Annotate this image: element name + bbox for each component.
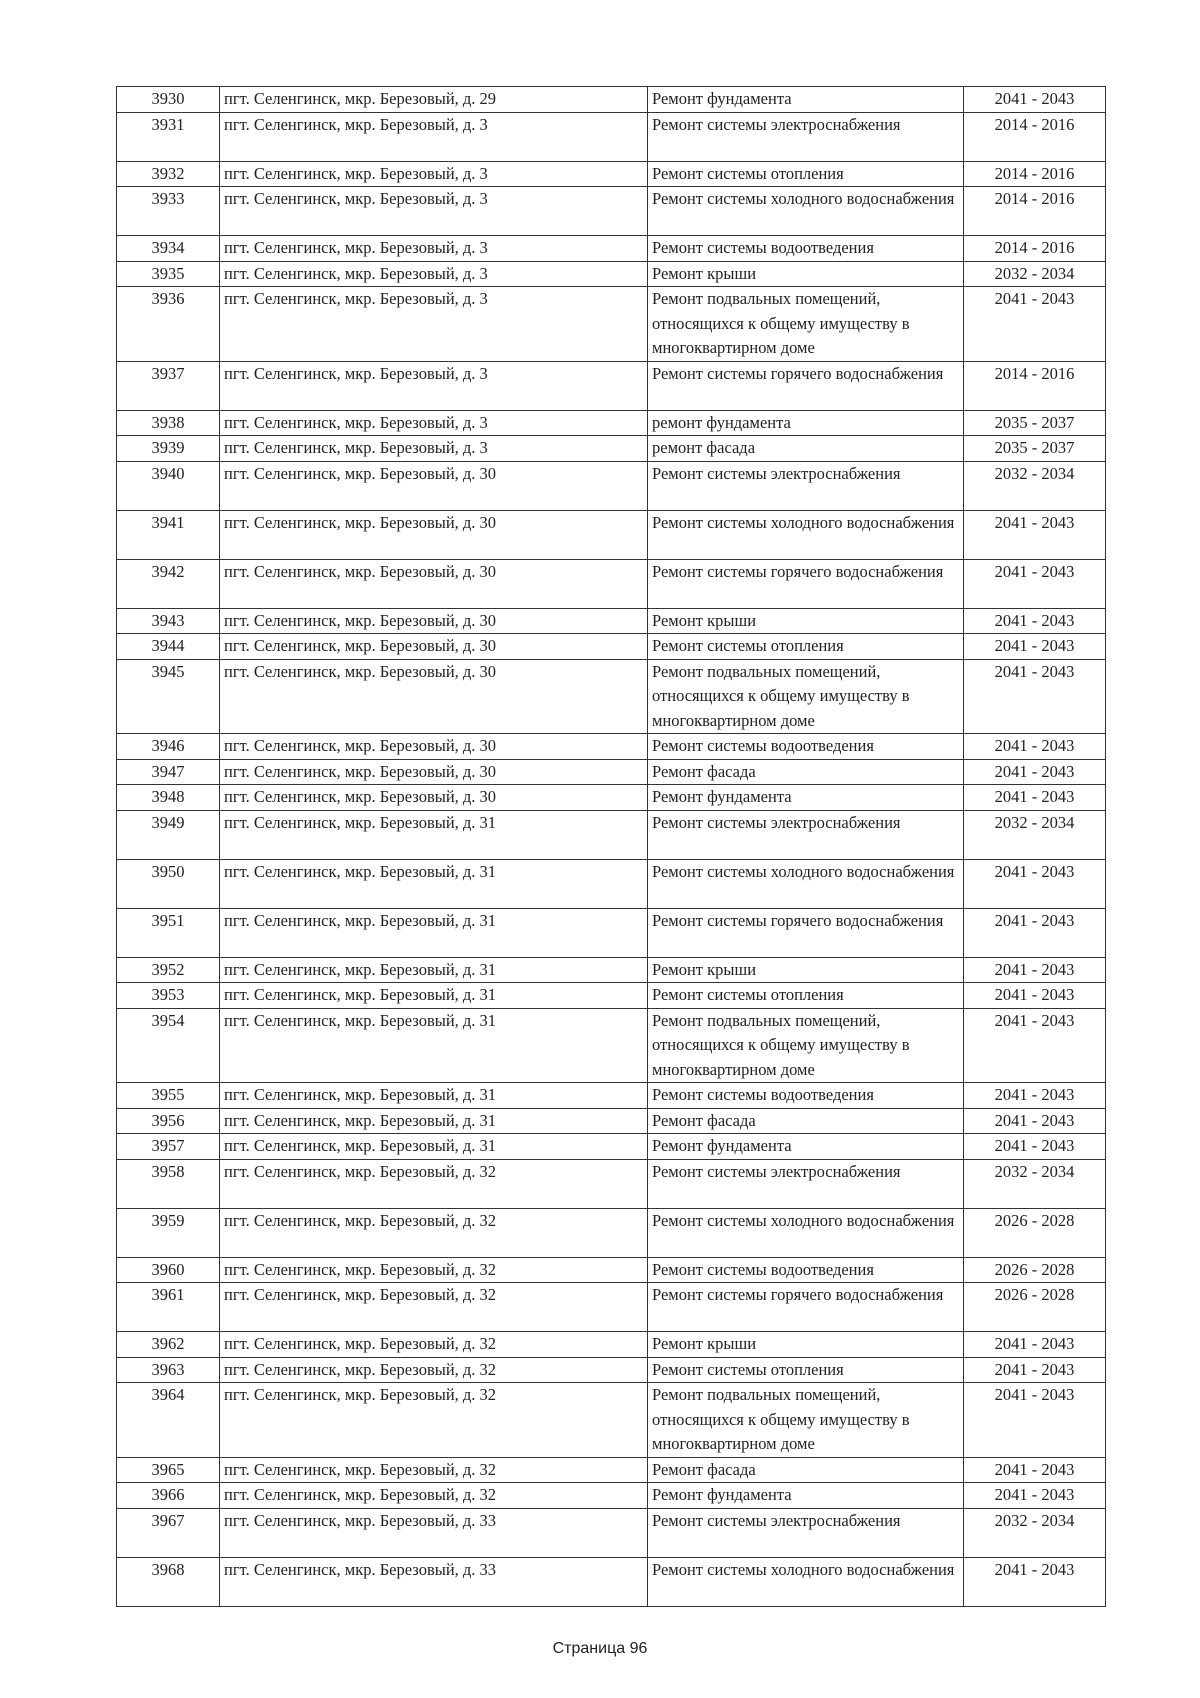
row-years: 2032 - 2034 — [964, 261, 1106, 287]
table-row — [117, 161, 1106, 187]
row-years: 2014 - 2016 — [964, 236, 1106, 262]
row-years: 2041 - 2043 — [964, 1083, 1106, 1109]
row-address: пгт. Селенгинск, мкр. Березовый, д. 3 — [220, 410, 648, 436]
row-work-type: Ремонт крыши — [648, 1332, 964, 1358]
row-number: 3937 — [117, 361, 220, 410]
row-number: 3952 — [117, 957, 220, 983]
row-work-type: Ремонт системы электроснабжения — [648, 1159, 964, 1208]
table-row — [117, 1159, 1106, 1208]
table-row — [117, 634, 1106, 660]
row-address: пгт. Селенгинск, мкр. Березовый, д. 30 — [220, 608, 648, 634]
table-row — [117, 1383, 1106, 1458]
row-address: пгт. Селенгинск, мкр. Березовый, д. 31 — [220, 859, 648, 908]
row-work-type: Ремонт подвальных помещений, относящихся к общему имуществу в многоквартирном доме — [648, 659, 964, 734]
row-address: пгт. Селенгинск, мкр. Березовый, д. 31 — [220, 1108, 648, 1134]
table-row — [117, 1483, 1106, 1509]
row-address: пгт. Селенгинск, мкр. Березовый, д. 31 — [220, 1134, 648, 1160]
table-row — [117, 236, 1106, 262]
row-address: пгт. Селенгинск, мкр. Березовый, д. 33 — [220, 1557, 648, 1606]
row-years: 2041 - 2043 — [964, 734, 1106, 760]
table-row — [117, 1083, 1106, 1109]
row-address: пгт. Селенгинск, мкр. Березовый, д. 30 — [220, 461, 648, 510]
row-address: пгт. Селенгинск, мкр. Березовый, д. 32 — [220, 1332, 648, 1358]
row-address: пгт. Селенгинск, мкр. Березовый, д. 32 — [220, 1357, 648, 1383]
row-work-type: Ремонт фундамента — [648, 785, 964, 811]
table-row — [117, 608, 1106, 634]
row-years: 2041 - 2043 — [964, 608, 1106, 634]
row-work-type: ремонт фундамента — [648, 410, 964, 436]
row-number: 3951 — [117, 908, 220, 957]
row-number: 3945 — [117, 659, 220, 734]
row-number: 3953 — [117, 983, 220, 1009]
table-row — [117, 1108, 1106, 1134]
row-number: 3939 — [117, 436, 220, 462]
row-years: 2041 - 2043 — [964, 87, 1106, 113]
row-address: пгт. Селенгинск, мкр. Березовый, д. 3 — [220, 287, 648, 362]
row-number: 3967 — [117, 1508, 220, 1557]
row-address: пгт. Селенгинск, мкр. Березовый, д. 32 — [220, 1483, 648, 1509]
row-work-type: Ремонт системы горячего водоснабжения — [648, 908, 964, 957]
row-work-type: Ремонт системы отопления — [648, 1357, 964, 1383]
row-work-type: Ремонт крыши — [648, 261, 964, 287]
row-address: пгт. Селенгинск, мкр. Березовый, д. 32 — [220, 1383, 648, 1458]
row-number: 3941 — [117, 510, 220, 559]
table-row — [117, 1257, 1106, 1283]
row-years: 2041 - 2043 — [964, 634, 1106, 660]
row-number: 3962 — [117, 1332, 220, 1358]
row-number: 3968 — [117, 1557, 220, 1606]
row-address: пгт. Селенгинск, мкр. Березовый, д. 3 — [220, 436, 648, 462]
row-number: 3938 — [117, 410, 220, 436]
row-work-type: Ремонт крыши — [648, 957, 964, 983]
row-work-type: Ремонт системы холодного водоснабжения — [648, 510, 964, 559]
row-work-type: Ремонт фундамента — [648, 1134, 964, 1160]
row-number: 3947 — [117, 759, 220, 785]
row-years: 2032 - 2034 — [964, 810, 1106, 859]
table-row — [117, 187, 1106, 236]
row-years: 2041 - 2043 — [964, 1483, 1106, 1509]
row-address: пгт. Селенгинск, мкр. Березовый, д. 3 — [220, 161, 648, 187]
table-row — [117, 734, 1106, 760]
row-address: пгт. Селенгинск, мкр. Березовый, д. 31 — [220, 1008, 648, 1083]
row-address: пгт. Селенгинск, мкр. Березовый, д. 31 — [220, 957, 648, 983]
row-years: 2041 - 2043 — [964, 759, 1106, 785]
row-address: пгт. Селенгинск, мкр. Березовый, д. 31 — [220, 908, 648, 957]
row-work-type: Ремонт подвальных помещений, относящихся к общему имуществу в многоквартирном доме — [648, 287, 964, 362]
table-row — [117, 983, 1106, 1009]
table-row — [117, 908, 1106, 957]
row-address: пгт. Селенгинск, мкр. Березовый, д. 31 — [220, 983, 648, 1009]
table-row — [117, 410, 1106, 436]
row-address: пгт. Селенгинск, мкр. Березовый, д. 30 — [220, 734, 648, 760]
row-number: 3958 — [117, 1159, 220, 1208]
row-years: 2041 - 2043 — [964, 1457, 1106, 1483]
row-work-type: Ремонт системы холодного водоснабжения — [648, 1557, 964, 1606]
row-work-type: Ремонт подвальных помещений, относящихся к общему имуществу в многоквартирном доме — [648, 1383, 964, 1458]
row-years: 2041 - 2043 — [964, 1357, 1106, 1383]
row-years: 2035 - 2037 — [964, 436, 1106, 462]
row-number: 3964 — [117, 1383, 220, 1458]
table-row — [117, 87, 1106, 113]
row-work-type: Ремонт фасада — [648, 759, 964, 785]
table-row — [117, 361, 1106, 410]
row-address: пгт. Селенгинск, мкр. Березовый, д. 33 — [220, 1508, 648, 1557]
row-number: 3950 — [117, 859, 220, 908]
table-row — [117, 510, 1106, 559]
row-work-type: Ремонт системы холодного водоснабжения — [648, 1208, 964, 1257]
row-work-type: Ремонт системы электроснабжения — [648, 461, 964, 510]
table-row — [117, 1508, 1106, 1557]
row-work-type: Ремонт крыши — [648, 608, 964, 634]
row-number: 3936 — [117, 287, 220, 362]
table-row — [117, 957, 1106, 983]
row-work-type: Ремонт системы горячего водоснабжения — [648, 361, 964, 410]
row-number: 3954 — [117, 1008, 220, 1083]
row-years: 2041 - 2043 — [964, 983, 1106, 1009]
row-work-type: Ремонт системы отопления — [648, 634, 964, 660]
row-number: 3948 — [117, 785, 220, 811]
table-row — [117, 659, 1106, 734]
row-number: 3940 — [117, 461, 220, 510]
table-row — [117, 859, 1106, 908]
row-years: 2041 - 2043 — [964, 559, 1106, 608]
row-address: пгт. Селенгинск, мкр. Березовый, д. 30 — [220, 785, 648, 811]
row-years: 2041 - 2043 — [964, 510, 1106, 559]
table-row — [117, 1283, 1106, 1332]
table-row — [117, 261, 1106, 287]
row-number: 3959 — [117, 1208, 220, 1257]
row-number: 3932 — [117, 161, 220, 187]
row-years: 2014 - 2016 — [964, 361, 1106, 410]
row-work-type: Ремонт системы холодного водоснабжения — [648, 187, 964, 236]
row-number: 3942 — [117, 559, 220, 608]
row-address: пгт. Селенгинск, мкр. Березовый, д. 31 — [220, 810, 648, 859]
row-address: пгт. Селенгинск, мкр. Березовый, д. 30 — [220, 659, 648, 734]
table-row — [117, 559, 1106, 608]
table-row — [117, 461, 1106, 510]
row-years: 2041 - 2043 — [964, 659, 1106, 734]
row-years: 2026 - 2028 — [964, 1257, 1106, 1283]
row-address: пгт. Селенгинск, мкр. Березовый, д. 32 — [220, 1283, 648, 1332]
row-years: 2041 - 2043 — [964, 1332, 1106, 1358]
row-work-type: Ремонт системы электроснабжения — [648, 112, 964, 161]
row-number: 3949 — [117, 810, 220, 859]
row-work-type: Ремонт системы водоотведения — [648, 1257, 964, 1283]
repair-schedule-table — [116, 86, 1106, 1607]
row-address: пгт. Селенгинск, мкр. Березовый, д. 31 — [220, 1083, 648, 1109]
row-address: пгт. Селенгинск, мкр. Березовый, д. 3 — [220, 187, 648, 236]
row-work-type: ремонт фасада — [648, 436, 964, 462]
row-years: 2041 - 2043 — [964, 1383, 1106, 1458]
row-work-type: Ремонт фундамента — [648, 87, 964, 113]
row-work-type: Ремонт подвальных помещений, относящихся к общему имуществу в многоквартирном доме — [648, 1008, 964, 1083]
row-years: 2041 - 2043 — [964, 1557, 1106, 1606]
row-number: 3960 — [117, 1257, 220, 1283]
row-years: 2026 - 2028 — [964, 1208, 1106, 1257]
page-number: Страница 96 — [552, 1640, 648, 1657]
row-years: 2032 - 2034 — [964, 1508, 1106, 1557]
table-row — [117, 759, 1106, 785]
table-body — [117, 87, 1106, 1607]
row-address: пгт. Селенгинск, мкр. Березовый, д. 30 — [220, 634, 648, 660]
row-address: пгт. Селенгинск, мкр. Березовый, д. 3 — [220, 361, 648, 410]
row-number: 3946 — [117, 734, 220, 760]
row-number: 3966 — [117, 1483, 220, 1509]
row-years: 2032 - 2034 — [964, 461, 1106, 510]
table-row — [117, 287, 1106, 362]
table-row — [117, 1332, 1106, 1358]
row-work-type: Ремонт системы электроснабжения — [648, 810, 964, 859]
row-work-type: Ремонт фасада — [648, 1108, 964, 1134]
row-years: 2041 - 2043 — [964, 1108, 1106, 1134]
row-address: пгт. Селенгинск, мкр. Березовый, д. 3 — [220, 236, 648, 262]
table-row — [117, 1134, 1106, 1160]
row-number: 3935 — [117, 261, 220, 287]
row-years: 2014 - 2016 — [964, 112, 1106, 161]
row-years: 2041 - 2043 — [964, 785, 1106, 811]
table-row — [117, 436, 1106, 462]
row-number: 3930 — [117, 87, 220, 113]
row-years: 2041 - 2043 — [964, 1008, 1106, 1083]
table-row — [117, 1208, 1106, 1257]
row-address: пгт. Селенгинск, мкр. Березовый, д. 32 — [220, 1159, 648, 1208]
row-work-type: Ремонт системы электроснабжения — [648, 1508, 964, 1557]
table-row — [117, 810, 1106, 859]
row-years: 2026 - 2028 — [964, 1283, 1106, 1332]
row-work-type: Ремонт системы водоотведения — [648, 236, 964, 262]
row-address: пгт. Селенгинск, мкр. Березовый, д. 30 — [220, 759, 648, 785]
row-address: пгт. Селенгинск, мкр. Березовый, д. 32 — [220, 1257, 648, 1283]
row-work-type: Ремонт системы холодного водоснабжения — [648, 859, 964, 908]
row-years: 2041 - 2043 — [964, 859, 1106, 908]
table-row — [117, 1357, 1106, 1383]
row-number: 3931 — [117, 112, 220, 161]
row-years: 2035 - 2037 — [964, 410, 1106, 436]
row-address: пгт. Селенгинск, мкр. Березовый, д. 30 — [220, 559, 648, 608]
row-number: 3944 — [117, 634, 220, 660]
table-row — [117, 112, 1106, 161]
row-address: пгт. Селенгинск, мкр. Березовый, д. 29 — [220, 87, 648, 113]
row-number: 3957 — [117, 1134, 220, 1160]
row-number: 3965 — [117, 1457, 220, 1483]
row-number: 3955 — [117, 1083, 220, 1109]
row-work-type: Ремонт системы отопления — [648, 161, 964, 187]
row-work-type: Ремонт системы отопления — [648, 983, 964, 1009]
row-work-type: Ремонт системы водоотведения — [648, 734, 964, 760]
row-work-type: Ремонт системы горячего водоснабжения — [648, 1283, 964, 1332]
row-address: пгт. Селенгинск, мкр. Березовый, д. 3 — [220, 112, 648, 161]
row-number: 3961 — [117, 1283, 220, 1332]
row-number: 3934 — [117, 236, 220, 262]
row-work-type: Ремонт фасада — [648, 1457, 964, 1483]
row-number: 3943 — [117, 608, 220, 634]
row-years: 2014 - 2016 — [964, 161, 1106, 187]
row-address: пгт. Селенгинск, мкр. Березовый, д. 3 — [220, 261, 648, 287]
row-address: пгт. Селенгинск, мкр. Березовый, д. 32 — [220, 1208, 648, 1257]
row-work-type: Ремонт системы горячего водоснабжения — [648, 559, 964, 608]
table-row — [117, 1457, 1106, 1483]
row-years: 2032 - 2034 — [964, 1159, 1106, 1208]
row-years: 2014 - 2016 — [964, 187, 1106, 236]
row-address: пгт. Селенгинск, мкр. Березовый, д. 32 — [220, 1457, 648, 1483]
table-row — [117, 1557, 1106, 1606]
row-years: 2041 - 2043 — [964, 1134, 1106, 1160]
row-years: 2041 - 2043 — [964, 908, 1106, 957]
table-row — [117, 1008, 1106, 1083]
row-work-type: Ремонт системы водоотведения — [648, 1083, 964, 1109]
row-years: 2041 - 2043 — [964, 287, 1106, 362]
row-years: 2041 - 2043 — [964, 957, 1106, 983]
row-number: 3956 — [117, 1108, 220, 1134]
row-work-type: Ремонт фундамента — [648, 1483, 964, 1509]
table-row — [117, 785, 1106, 811]
row-number: 3963 — [117, 1357, 220, 1383]
row-number: 3933 — [117, 187, 220, 236]
row-address: пгт. Селенгинск, мкр. Березовый, д. 30 — [220, 510, 648, 559]
